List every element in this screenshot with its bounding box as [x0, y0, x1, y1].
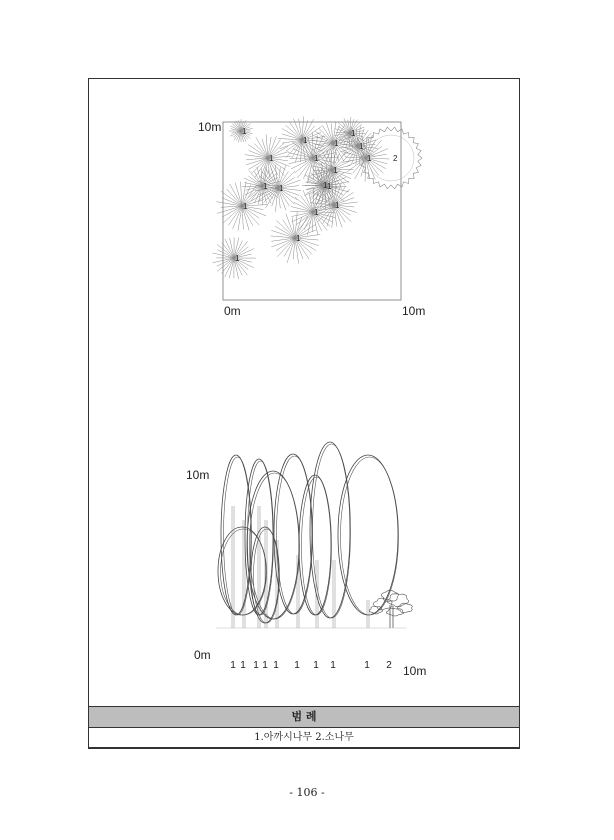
tree-label-1: 1: [323, 181, 328, 190]
acacia-crown-elevation: [310, 442, 351, 618]
tree-label-2: 2: [393, 154, 398, 163]
elevation-origin-label: 0m: [194, 648, 211, 662]
tree-label-1: 1: [263, 182, 268, 191]
legend-title: 범 례: [88, 706, 520, 728]
tree-label-1: 1: [335, 201, 340, 210]
legend-items: 1.아까시나무 2.소나무: [88, 727, 520, 749]
elevation-tree-number: 1: [273, 660, 279, 671]
elevation-tree-number: 1: [330, 660, 336, 671]
tree-label-1: 1: [334, 139, 339, 148]
plan-origin-label: 0m: [224, 304, 241, 318]
tree-label-1: 1: [359, 142, 364, 151]
tree-label-1: 1: [243, 202, 248, 211]
elevation-tree-number: 1: [262, 660, 268, 671]
tree-label-1: 1: [242, 127, 247, 136]
pine-elevation: [369, 590, 412, 628]
elevation-right-label: 10m: [403, 664, 427, 678]
plan-top-label: 10m: [198, 120, 222, 134]
tree-label-1: 1: [327, 182, 332, 191]
tree-label-1: 1: [314, 154, 319, 163]
tree-label-1: 1: [296, 234, 301, 243]
tree-label-1: 1: [351, 129, 356, 138]
elevation-tree-number: 1: [364, 660, 370, 671]
tree-label-1: 1: [367, 154, 372, 163]
plan-right-label: 10m: [402, 304, 426, 318]
trunk: [367, 600, 369, 628]
acacia-crown-plan: [229, 119, 253, 142]
tree-label-1: 1: [235, 254, 240, 263]
tree-label-1: 1: [269, 154, 274, 163]
acacia-crown-elevation: [274, 454, 313, 614]
plan-tree-labels: [235, 127, 398, 263]
elevation-top-label: 10m: [186, 468, 210, 482]
elevation-tree-number: 1: [253, 660, 259, 671]
tree-label-1: 1: [314, 208, 319, 217]
acacia-crown-elevation: [218, 527, 267, 615]
elevation-tree-number: 1: [313, 660, 319, 671]
acacia-crown-elevation: [338, 455, 399, 615]
elevation-tree-number: 1: [240, 660, 246, 671]
trunk: [258, 506, 260, 628]
elevation-tree-number: 2: [386, 660, 392, 671]
tree-label-1: 1: [279, 184, 284, 193]
elevation-tree-number: 1: [294, 660, 300, 671]
elevation-tree-numbers: [230, 660, 392, 671]
page-number: - 106 -: [289, 786, 325, 799]
tree-label-1: 1: [333, 166, 338, 175]
acacia-crown-elevation: [299, 475, 332, 615]
tree-label-1: 1: [303, 136, 308, 145]
elevation-tree-number: 1: [230, 660, 236, 671]
